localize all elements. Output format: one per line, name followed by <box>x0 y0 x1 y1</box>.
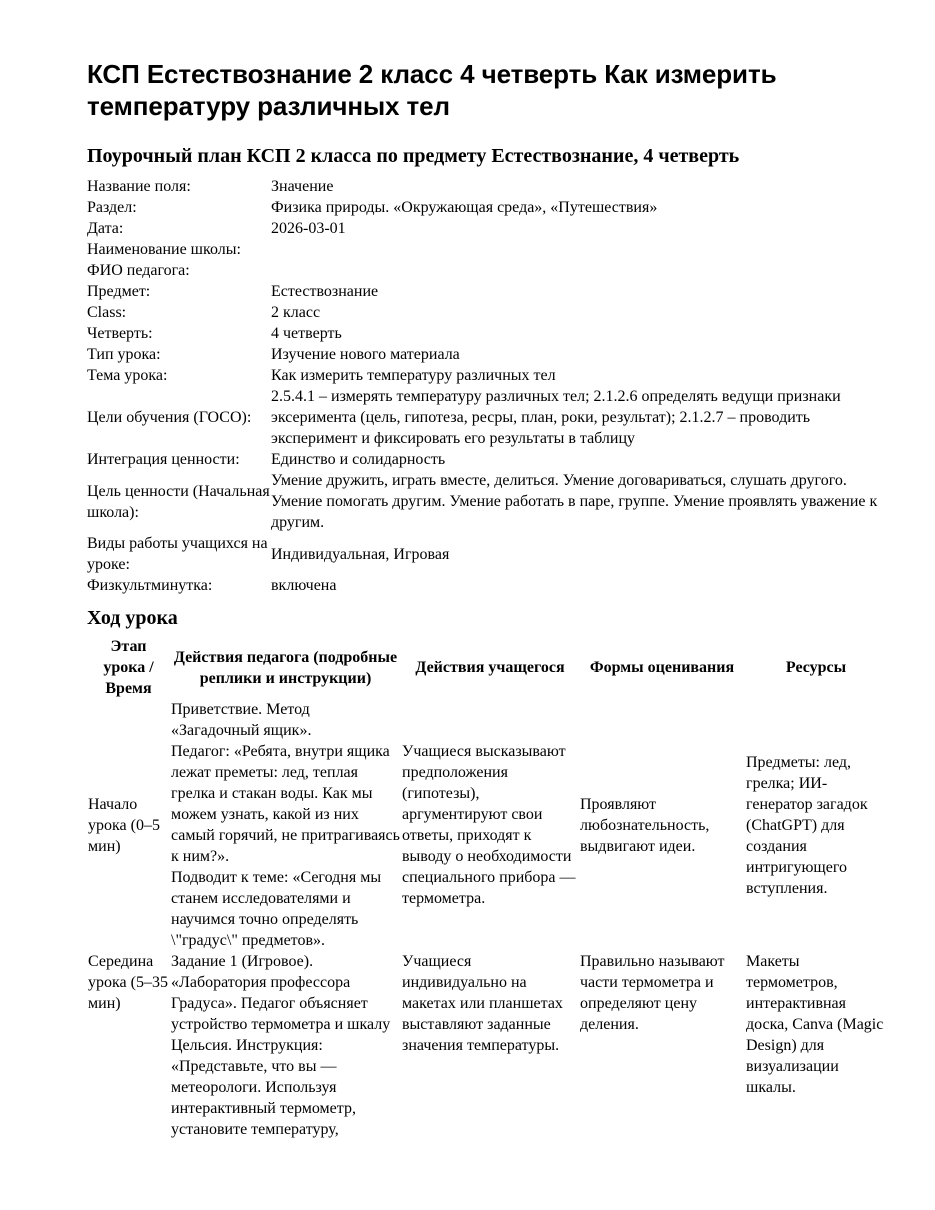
header-student-actions: Действия учащегося <box>415 659 565 676</box>
info-value: 4 четверть <box>271 325 342 342</box>
info-row <box>87 344 897 365</box>
teacher-paragraph: Подводит к теме: «Сегодня мы станем исследователями и научимся точно определять \"градус\" предметов». <box>171 869 382 949</box>
info-label: Дата: <box>87 220 124 237</box>
info-row <box>87 449 897 470</box>
teacher-paragraph: Приветствие. Метод «Загадочный ящик». <box>171 701 312 739</box>
info-label: Физкультминутка: <box>87 577 213 594</box>
cell-assessment: Проявляют любознательность, выдвигают идеи. <box>580 795 710 855</box>
info-value: Физика природы. «Окружающая среда», «Путешествия» <box>271 199 658 216</box>
info-value: 2.5.4.1 – измерять температуру различных тел; 2.1.2.6 определять ведущи признаки эксеримента (цель, гипотеза, ресры, план, роки, результат); 2.1.2.7 – проводить эксперимент и фиксировать его результаты в таблицу <box>271 388 841 447</box>
info-row <box>87 176 897 197</box>
info-label: Цели обучения (ГОСО): <box>87 409 252 426</box>
cell-student-actions: Учащиеся высказывают предположения (гипотезы), аргументируют свои ответы, приходят к выводу о необходимости специального прибора — термометра. <box>402 743 576 907</box>
info-row <box>87 575 897 596</box>
info-value: Умение дружить, играть вместе, делиться. Умение договариваться, слушать другого. Умение помогать другим. Умение работать в паре, группе. Умение проявлять уважение к другим. <box>271 472 878 531</box>
header-assessment: Формы оценивания <box>589 659 735 676</box>
info-row <box>87 386 897 449</box>
cell-teacher-actions <box>170 951 401 1140</box>
document-page <box>87 58 897 1140</box>
info-label: Тема урока: <box>87 367 168 384</box>
info-value: Естествознание <box>271 283 379 300</box>
lesson-table-header-row <box>87 636 887 699</box>
info-row <box>87 470 897 533</box>
info-row <box>87 533 897 575</box>
cell-student-actions: Учащиеся индивидуально на макетах или планшетах выставляют заданные значения температуры. <box>402 953 563 1054</box>
table-row <box>87 699 887 951</box>
info-label: Предмет: <box>87 283 151 300</box>
cell-teacher-actions <box>170 699 401 951</box>
cell-resources: Предметы: лед, грелка; ИИ-генератор загадок (ChatGPT) для создания интригующего вступления. <box>746 753 868 897</box>
info-value <box>271 239 897 260</box>
info-label: Раздел: <box>87 199 137 216</box>
info-label: Виды работы учащихся на уроке: <box>87 535 268 573</box>
cell-stage: Начало урока (0–5 мин) <box>88 795 160 855</box>
lesson-heading: Ход урока <box>87 607 178 629</box>
info-label: Class: <box>87 304 127 321</box>
info-value: 2026-03-01 <box>271 220 346 237</box>
info-row <box>87 302 897 323</box>
header-resources: Ресурсы <box>785 659 847 676</box>
info-label: Тип урока: <box>87 346 161 363</box>
plan-info-table <box>87 176 897 596</box>
info-value: Индивидуальная, Игровая <box>271 545 450 563</box>
info-value: Изучение нового материала <box>271 346 460 363</box>
teacher-paragraph: Педагог: «Ребята, внутри ящика лежат преметы: лед, теплая грелка и стакан воды. Как мы можем узнать, какой из них самый горячий, не притрагиваясь к ним?». <box>171 743 400 865</box>
header-teacher-actions: Действия педагога (подробные реплики и инструкции) <box>173 648 398 687</box>
cell-stage: Середина урока (5–35 мин) <box>88 953 168 1012</box>
info-row <box>87 365 897 386</box>
info-value: 2 класс <box>271 304 321 321</box>
page-title: КСП Естествознание 2 класс 4 четверть Как измерить температуру различных тел <box>87 59 777 121</box>
info-row <box>87 239 897 260</box>
info-row <box>87 323 897 344</box>
info-value: включена <box>271 577 337 594</box>
info-label: Наименование школы: <box>87 241 241 258</box>
info-label: Название поля: <box>87 178 191 195</box>
teacher-paragraph: Задание 1 (Игровое). «Лаборатория профессора Градуса». Педагог объясняет устройство термометра и шкалу Цельсия. Инструкция: «Представьте, что вы — метеорологи. Используя интерактивный термометр, установите температуру, <box>171 953 391 1138</box>
info-label: Цель ценности (Начальная школа): <box>87 482 270 521</box>
info-label: ФИО педагога: <box>87 262 190 279</box>
info-label: Четверть: <box>87 325 153 342</box>
info-value: Единство и солидарность <box>271 451 446 468</box>
info-value: Как измерить температуру различных тел <box>271 367 556 384</box>
info-label: Интеграция ценности: <box>87 451 240 468</box>
info-value <box>271 260 897 281</box>
header-stage: Этап урока / Время <box>103 638 154 697</box>
info-row <box>87 260 897 281</box>
info-row <box>87 281 897 302</box>
cell-resources: Макеты термометров, интерактивная доска, Canva (Magic Design) для визуализации шкалы. <box>746 953 884 1096</box>
table-row <box>87 951 887 1140</box>
info-row <box>87 197 897 218</box>
info-row <box>87 218 897 239</box>
lesson-table <box>87 636 887 1140</box>
info-value: Значение <box>271 178 334 195</box>
plan-subtitle: Поурочный план КСП 2 класса по предмету Естествознание, 4 четверть <box>87 145 740 167</box>
cell-assessment: Правильно называют части термометра и определяют цену деления. <box>580 953 725 1033</box>
